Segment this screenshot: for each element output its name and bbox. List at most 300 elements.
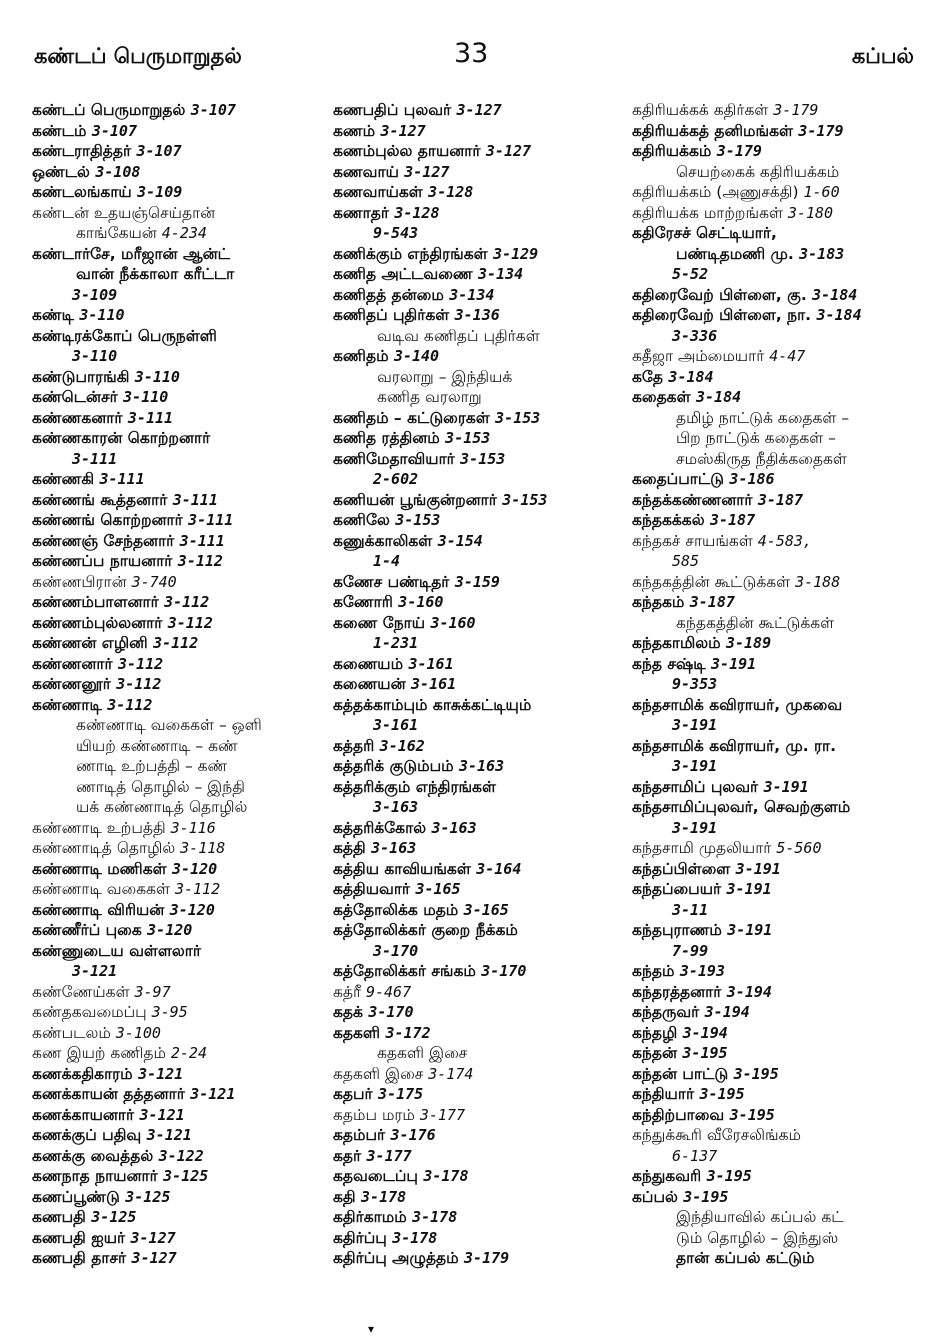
entry-term: கணேச பண்டிதர் [333, 572, 455, 591]
entry-reference: 3-177 [419, 1105, 465, 1124]
entry-reference: 3-129 [493, 244, 539, 263]
entry-reference: 3-154 [437, 531, 483, 550]
index-entry [632, 449, 928, 470]
entry-reference: 3-11 [672, 900, 709, 919]
index-entry [333, 1146, 623, 1167]
entry-reference: 3-111 [99, 470, 145, 488]
index-entry [32, 531, 322, 552]
entry-term: கதிரியக்க மாற்றங்கள் [632, 203, 788, 222]
index-entry [32, 777, 322, 798]
index-entry [333, 1228, 623, 1249]
entry-term: கந்தகச் சாயங்கள் [632, 531, 758, 550]
entry-term: கண்டராதித்தர் [32, 142, 137, 160]
index-entry [333, 879, 623, 900]
entry-term: கண்டென்சர் [32, 388, 124, 406]
index-entry [333, 1166, 623, 1187]
entry-term: கதிரியக்கக் கதிர்கள் [632, 101, 774, 119]
entry-term: கதிரேசச் செட்டியார், [632, 224, 777, 242]
entry-reference: 3-191 [726, 880, 772, 898]
entry-term: தமிழ் நாட்டுக் கதைகள் – [676, 408, 850, 427]
index-entry [333, 1064, 623, 1085]
page-number: 33 [454, 38, 489, 69]
entry-term: கண்ணங் கூத்தனார் [32, 490, 173, 509]
index-entry [333, 613, 623, 634]
index-entry [32, 346, 322, 367]
print-mark: ▾ [368, 1322, 375, 1336]
running-head-right: கப்பல் [851, 44, 914, 68]
entry-reference: 3-111 [179, 531, 225, 550]
entry-reference: 3-336 [672, 326, 718, 345]
index-entry [333, 715, 623, 736]
index-entry [632, 1084, 928, 1105]
entry-term: கந்தகக்கல் [632, 511, 710, 529]
index-entry [632, 777, 928, 798]
entry-reference: 4-234 [161, 224, 207, 242]
entry-reference: 3-100 [115, 1023, 161, 1042]
entry-term: கந்தசாமி முதலியார் [632, 839, 777, 857]
index-entry [632, 1002, 928, 1023]
index-entry [333, 900, 623, 921]
entry-reference: 3-160 [398, 593, 444, 611]
entry-term: வடிவ கணிதப் புதிர்கள் [377, 326, 540, 345]
entry-reference: 3-112 [117, 654, 164, 673]
index-entry [32, 1207, 322, 1228]
entry-term: கண இயற் கணிதம் [32, 1044, 171, 1062]
entry-term: கண்படலம் [32, 1023, 116, 1042]
entry-term: கதிர்ப்பு அழுத்தம் [333, 1249, 465, 1267]
index-entry [32, 736, 322, 757]
index-entry [632, 695, 928, 716]
entry-reference: 3-122 [158, 1146, 204, 1165]
index-entry [32, 1125, 322, 1146]
entry-reference: 4-583, [757, 531, 812, 550]
index-entry [32, 654, 322, 675]
index-entry [32, 941, 322, 962]
entry-reference: 3-191 [672, 757, 718, 775]
index-entry [333, 1105, 623, 1126]
entry-reference: 3-163 [458, 757, 505, 775]
index-entry [32, 1187, 322, 1208]
entry-reference: 3-120 [147, 921, 193, 939]
entry-term: கணம்புல்ல தாயனார் [333, 142, 486, 160]
index-entry [333, 859, 623, 880]
index-entry [333, 182, 623, 203]
entry-reference: 3-195 [683, 1187, 729, 1206]
entry-term: கத்தியவார் [333, 880, 416, 898]
entry-reference: 3-112 [164, 593, 210, 611]
index-entry [333, 920, 623, 941]
entry-term: கத்ரீ [333, 982, 366, 1001]
entry-term: கணிதம் – கட்டுரைகள் [333, 408, 496, 427]
entry-reference: 3-121 [72, 962, 118, 980]
index-entry [333, 408, 623, 429]
index-entry [632, 1146, 928, 1167]
entry-term: கண்ணுடைய வள்ளலார் [32, 941, 201, 960]
entry-reference: 3-153 [502, 490, 548, 509]
entry-reference: 2-24 [170, 1044, 207, 1062]
entry-reference: 3-111 [127, 408, 174, 427]
index-entry [632, 654, 928, 675]
entry-reference: 3-107 [91, 121, 137, 140]
entry-reference: 3-121 [146, 1126, 192, 1144]
entry-term: கண்ணகாரன் கொற்றனார் [32, 429, 211, 447]
index-entry [632, 920, 928, 941]
entry-term: கண்டார்சே, மரீஜான் ஆன்ட் [32, 244, 230, 263]
entry-reference: 3-179 [716, 142, 762, 160]
entry-reference: 3-128 [394, 203, 440, 222]
entry-reference: 3-95 [151, 1003, 188, 1021]
index-entry [632, 244, 928, 265]
entry-reference: 3-191 [672, 716, 718, 734]
entry-term: கந்தன் [632, 1044, 683, 1062]
entry-term: கண்ணாடி வகைகள் [32, 880, 175, 898]
entry-term: கணையம் [333, 654, 409, 673]
entry-reference: 2-602 [373, 470, 419, 488]
entry-reference: 3-112 [167, 613, 213, 632]
entry-reference: 4-47 [769, 347, 806, 365]
entry-term: கண்டிரக்கோப் பெருநள்ளி [32, 326, 217, 345]
entry-term: கந்தப்பையர் [632, 880, 727, 898]
entry-reference: 3-170 [373, 941, 419, 960]
entry-reference: 3-161 [373, 716, 419, 734]
entry-term: கந்தக்கண்ணனார் [632, 490, 758, 509]
entry-reference: 3-134 [477, 265, 524, 283]
index-entry [32, 1146, 322, 1167]
index-entry [32, 674, 322, 695]
entry-term: கதர் [333, 1146, 367, 1165]
entry-term: கணிதம் [333, 347, 394, 365]
entry-term: கணிதத் தன்மை [333, 285, 450, 304]
index-entry [333, 223, 623, 244]
entry-reference: 3-109 [72, 285, 118, 304]
index-entry [333, 1125, 623, 1146]
index-entry [632, 1248, 928, 1269]
index-entry [632, 633, 928, 654]
index-entry [632, 326, 928, 347]
index-entry [632, 100, 928, 121]
index-entry [32, 879, 322, 900]
index-entry [32, 1105, 322, 1126]
index-entry [333, 961, 623, 982]
entry-reference: 9-543 [373, 224, 419, 242]
index-entry [333, 469, 623, 490]
entry-term: கதகளி இசை [333, 1064, 429, 1083]
entry-reference: 3-184 [695, 388, 742, 406]
entry-term: தான் கப்பல் கட்டும் [676, 1249, 815, 1267]
entry-reference: 3-179 [773, 101, 819, 119]
entry-reference: 3-184 [816, 306, 862, 324]
index-entry [333, 1002, 623, 1023]
entry-reference: 3-177 [366, 1146, 412, 1165]
index-entry [333, 305, 623, 326]
index-entry [32, 264, 322, 285]
entry-term: வரலாறு – இந்தியக் [377, 367, 513, 386]
entry-term: கத்தோலிக்க மதம் [333, 900, 464, 919]
entry-term: கணவாய் [333, 162, 405, 181]
index-entry [632, 674, 928, 695]
entry-term: கந்தகத்தின் கூட்டுக்கள் [632, 572, 796, 591]
index-entry [632, 1125, 928, 1146]
index-entry [32, 305, 322, 326]
entry-term: கத்தரிக்கும் எந்திரங்கள் [333, 777, 496, 796]
entry-term: கதகளி இசை [377, 1044, 468, 1062]
index-entry [32, 182, 322, 203]
entry-reference: 3-107 [190, 101, 236, 119]
entry-reference: 3-116 [170, 818, 216, 837]
index-entry [32, 244, 322, 265]
index-entry [333, 1084, 623, 1105]
entry-term: கணக்கு வைத்தல் [32, 1146, 159, 1165]
entry-reference: 3-189 [725, 634, 772, 652]
entry-term: கந்தசாமிப்புலவர், செவற்குளம் [632, 798, 851, 816]
entry-reference: 3-176 [390, 1126, 436, 1144]
entry-term: இந்தியாவில் கப்பல் கட் [676, 1208, 844, 1226]
index-entry [632, 736, 928, 757]
index-entry [32, 1002, 322, 1023]
entry-reference: 3-107 [136, 142, 182, 160]
entry-term: கந்தகத்தின் கூட்டுக்கள் [676, 613, 835, 632]
page-header [34, 38, 914, 78]
running-head-left: கண்டப் பெருமாறுதல் [34, 44, 242, 68]
entry-term: கத்தோலிக்கர் சங்கம் [333, 962, 482, 980]
index-entry [632, 613, 928, 634]
entry-reference: 3-178 [412, 1208, 458, 1226]
index-entry [32, 961, 322, 982]
entry-term: ணாடி உற்பத்தி – கண் [76, 757, 228, 775]
index-entry [32, 695, 322, 716]
entry-term: கணக்காயனார் [32, 1105, 140, 1124]
index-entry [632, 838, 928, 859]
index-entry [32, 387, 322, 408]
entry-reference: 3-120 [172, 859, 218, 878]
entry-term: கண்டம் [32, 121, 92, 140]
index-entry [333, 449, 623, 470]
entry-term: ஒண்டல் [32, 162, 96, 181]
entry-reference: 3-108 [95, 162, 141, 181]
index-entry [632, 141, 928, 162]
index-entry [32, 510, 322, 531]
index-entry [333, 1023, 623, 1044]
entry-term: கணுக்காலிகள் [333, 531, 438, 550]
entry-reference: 3-165 [463, 900, 509, 919]
entry-reference: 3-153 [445, 429, 491, 447]
entry-term: கண்ணீர்ப் புகை [32, 921, 148, 939]
entry-reference: 1-231 [373, 634, 419, 652]
index-entry [32, 408, 322, 429]
entry-reference: 3-121 [138, 1064, 184, 1083]
entry-reference: 3-175 [378, 1085, 424, 1103]
index-column-1 [32, 100, 322, 1269]
entry-reference: 3-170 [368, 1003, 414, 1021]
entry-reference: 3-121 [190, 1085, 236, 1103]
index-entry [32, 633, 322, 654]
index-entry [632, 305, 928, 326]
index-entry [632, 367, 928, 388]
entry-reference: 3-112 [153, 634, 199, 652]
index-entry [32, 592, 322, 613]
index-entry [333, 797, 623, 818]
index-entry [333, 100, 623, 121]
entry-term: கதக் [333, 1003, 369, 1021]
index-entry [632, 264, 928, 285]
entry-term: கணாதர் [333, 203, 395, 222]
index-column-2 [333, 100, 623, 1269]
entry-term: கண்ணப்ப நாயனார் [32, 552, 178, 570]
index-entry [632, 1207, 928, 1228]
index-entry [632, 121, 928, 142]
index-entry [632, 756, 928, 777]
entry-reference: 3-110 [79, 306, 125, 324]
entry-term: கதி [333, 1187, 362, 1206]
entry-term: கந்திற்பாவை [632, 1105, 730, 1124]
entry-reference: 9-353 [672, 675, 718, 693]
index-entry [333, 531, 623, 552]
index-entry [333, 551, 623, 572]
entry-term: கதகளி [333, 1023, 386, 1042]
index-entry [632, 1064, 928, 1085]
entry-term: கதைகள் [632, 388, 696, 406]
entry-reference: 3-195 [699, 1085, 745, 1103]
entry-reference: 3-110 [123, 388, 169, 406]
index-entry [333, 592, 623, 613]
index-entry [632, 797, 928, 818]
index-entry [32, 141, 322, 162]
entry-term: கண்டுபாரங்கி [32, 367, 135, 386]
entry-term: கந்தகம் [632, 593, 690, 611]
entry-term: கந்தசாமிக் கவிராயர், மு. ரா. [632, 736, 837, 755]
entry-reference: 3-127 [130, 1228, 176, 1247]
index-entry [32, 1064, 322, 1085]
entry-term: கந்த சஷ்டி [632, 654, 712, 673]
index-entry [333, 121, 623, 142]
entry-term: கணவாய்கள் [333, 183, 429, 201]
entry-reference: 5-52 [672, 265, 709, 283]
entry-reference: 3-191 [763, 777, 809, 796]
index-entry [32, 982, 322, 1003]
entry-term: கண்ணாடி மணிகள் [32, 859, 173, 878]
entry-term: கதிரியக்கம் [632, 142, 717, 160]
index-entry [632, 982, 928, 1003]
entry-reference: 3-188 [795, 572, 841, 591]
index-entry [32, 797, 322, 818]
index-entry [32, 1023, 322, 1044]
entry-reference: 3-118 [180, 839, 226, 857]
entry-term: கதிர்காமம் [333, 1208, 413, 1226]
entry-reference: 7-99 [672, 941, 709, 960]
index-entry [32, 449, 322, 470]
index-entry [333, 633, 623, 654]
index-entry [632, 182, 928, 203]
index-entry [632, 592, 928, 613]
index-entry [632, 469, 928, 490]
index-column-3 [632, 100, 928, 1269]
entry-term: கண்ணாடி வகைகள் – ஒளி [76, 716, 262, 734]
index-entry [32, 285, 322, 306]
index-entry [32, 756, 322, 777]
entry-term: கந்துகவரி [632, 1167, 707, 1185]
entry-reference: 3-153 [495, 408, 541, 427]
entry-reference: 3-121 [139, 1105, 185, 1124]
index-entry [32, 203, 322, 224]
index-entry [632, 346, 928, 367]
entry-reference: 3-187 [709, 511, 756, 529]
entry-reference: 3-127 [485, 142, 532, 160]
index-entry [32, 920, 322, 941]
entry-term: செயற்கைக் கதிரியக்கம் [676, 162, 840, 181]
entry-reference: 3-164 [476, 859, 522, 878]
entry-term: கண்டப் பெருமாறுதல் [32, 101, 191, 119]
entry-reference: 3-179 [464, 1249, 510, 1267]
entry-reference: 1-60 [803, 183, 840, 201]
entry-term: கந்தபுராணம் [632, 921, 728, 939]
entry-term: காங்கேயன் [76, 224, 162, 242]
index-entry [333, 490, 623, 511]
index-entry [632, 941, 928, 962]
index-entry [632, 285, 928, 306]
entry-term: கதம்ப மரம் [333, 1105, 420, 1124]
entry-term: கணபதி தாசர் [32, 1249, 132, 1267]
entry-reference: 3-125 [91, 1208, 137, 1226]
entry-reference: 3-186 [729, 470, 775, 488]
index-entry [32, 859, 322, 880]
entry-reference: 3-125 [163, 1167, 209, 1185]
entry-term: கணபதி ஐயர் [32, 1228, 131, 1247]
entry-reference: 3-740 [131, 572, 177, 591]
entry-term: கதவடைப்பு [333, 1167, 424, 1185]
entry-term: கந்தரத்தனார் [632, 982, 727, 1001]
entry-reference: 3-191 [711, 654, 757, 673]
index-entry [32, 715, 322, 736]
entry-reference: 3-127 [456, 101, 502, 119]
entry-term: கந்தசாமிப் புலவர் [632, 777, 764, 796]
index-entry [632, 1105, 928, 1126]
index-entry [32, 490, 322, 511]
index-entry [333, 777, 623, 798]
entry-reference: 3-178 [423, 1167, 469, 1185]
entry-reference: 9-467 [365, 982, 412, 1001]
index-entry [632, 879, 928, 900]
entry-term: கண்ணாடி உற்பத்தி [32, 818, 171, 837]
index-entry [632, 1166, 928, 1187]
entry-reference: 3-163 [373, 798, 419, 816]
index-entry [333, 387, 623, 408]
entry-reference: 3-191 [735, 859, 781, 878]
index-entry [333, 141, 623, 162]
index-entry [333, 264, 623, 285]
entry-reference: 3-174 [428, 1064, 474, 1083]
index-entry [32, 100, 322, 121]
entry-term: கந்தகாமிலம் [632, 634, 726, 652]
index-entry [32, 572, 322, 593]
index-entry [333, 756, 623, 777]
index-entry [333, 1043, 623, 1064]
entry-reference: 3-184 [668, 367, 714, 386]
entry-term: கதீஜா அம்மையார் [632, 347, 770, 365]
entry-term: கண்ணனார் [32, 654, 118, 673]
index-entry [632, 961, 928, 982]
entry-reference: 3-195 [729, 1105, 775, 1124]
entry-reference: 3-194 [682, 1023, 728, 1042]
entry-reference: 3-191 [672, 818, 718, 837]
entry-term: கண்ணபிரான் [32, 572, 132, 591]
entry-term: கத்தரி [333, 736, 380, 755]
entry-reference: 3-163 [431, 818, 477, 837]
entry-reference: 3-194 [704, 1003, 750, 1021]
entry-term: கந்தப்பிள்ளை [632, 859, 736, 878]
entry-term: கணக்கதிகாரம் [32, 1064, 139, 1083]
entry-term: கணிலே [333, 511, 396, 529]
entry-reference: 3-191 [727, 921, 773, 939]
